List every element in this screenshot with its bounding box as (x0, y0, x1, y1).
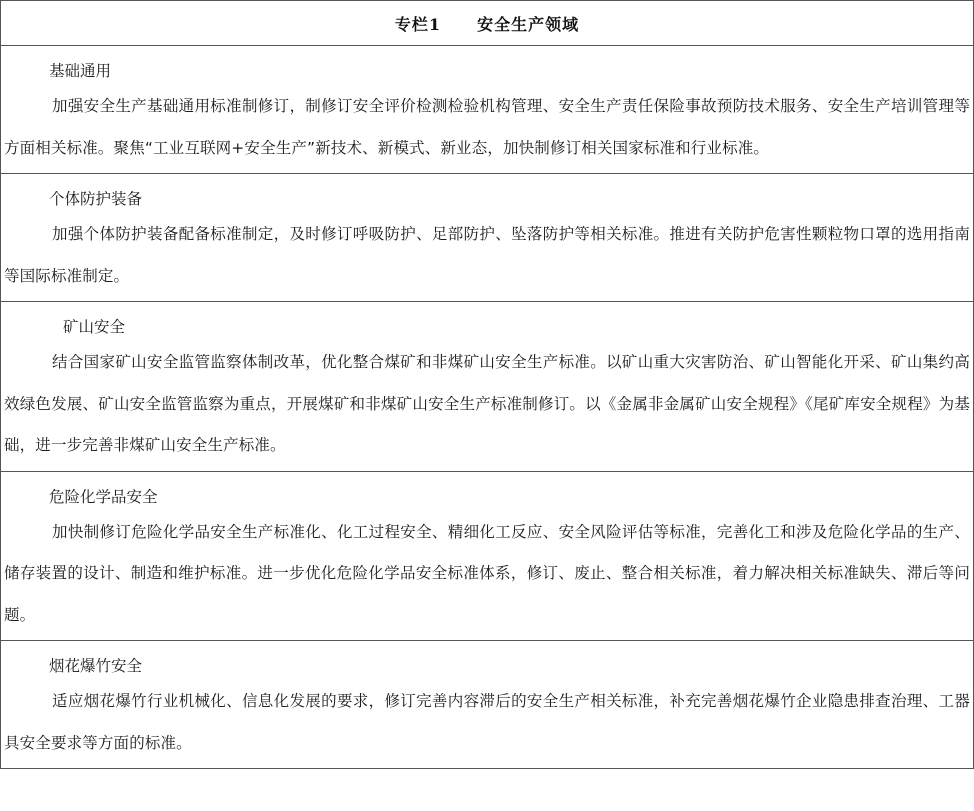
section-body: 结合国家矿山安全监管监察体制改革，优化整合煤矿和非煤矿山安全生产标准。以矿山重大灾害防治、矿山智能化开采、矿山集约高效绿色发展、矿山安全监管监察为重点，开展煤矿和非煤矿山安全生产标准制修订。以《金属非金属矿山安全规程》《尾矿库安全规程》为基础，进一步完善非煤矿山安全生产标准。 (4, 353, 970, 454)
section-body: 适应烟花爆竹行业机械化、信息化发展的要求，修订完善内容滞后的安全生产相关标准，补充完善烟花爆竹企业隐患排查治理、工器具安全要求等方面的标准。 (4, 692, 970, 752)
section-body: 加强个体防护装备配备标准制定，及时修订呼吸防护、足部防护、坠落防护等相关标准。推进有关防护危害性颗粒物口罩的选用指南等国际标准制定。 (4, 225, 970, 285)
column-label: 专栏1 (394, 14, 442, 34)
column-title: 安全生产领域 (477, 14, 580, 34)
section-heading: 矿山安全 (63, 318, 126, 336)
section-heading: 个体防护装备 (49, 190, 143, 208)
table-title (395, 12, 579, 35)
section-body: 加快制修订危险化学品安全生产标准化、化工过程安全、精细化工反应、安全风险评估等标准，完善化工和涉及危险化学品的生产、储存装置的设计、制造和维护标准。进一步优化危险化学品安全标准体系，修订、废止、整合相关标准，着力解决相关标准缺失、滞后等问题。 (4, 522, 970, 624)
section-basic-general (1, 46, 973, 174)
section-mine-safety (1, 302, 973, 472)
table-title-row (1, 1, 973, 46)
section-heading: 危险化学品安全 (49, 487, 158, 506)
section-heading: 基础通用 (49, 62, 112, 80)
section-hazardous-chemicals-safety (1, 472, 973, 642)
section-fireworks-safety (1, 641, 973, 769)
section-personal-protective-equipment (1, 174, 973, 302)
section-heading: 烟花爆竹安全 (49, 657, 143, 675)
section-body: 加强安全生产基础通用标准制修订，制修订安全评价检测检验机构管理、安全生产责任保险事故预防技术服务、安全生产培训管理等方面相关标准。聚焦“工业互联网+安全生产”新技术、新模式、新业态，加快制修订相关国家标准和行业标准。 (4, 97, 970, 157)
